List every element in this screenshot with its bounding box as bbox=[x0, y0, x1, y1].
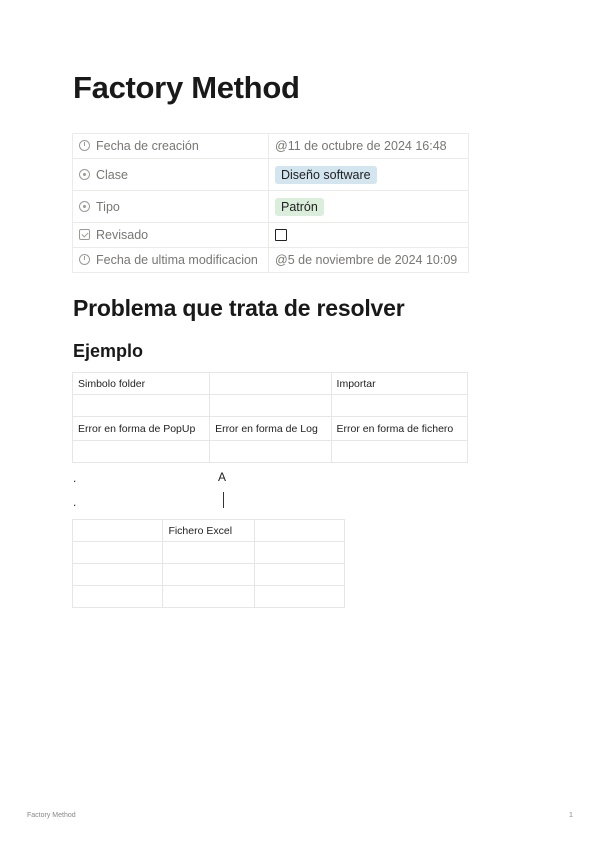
tag-tipo[interactable]: Patrón bbox=[275, 198, 324, 216]
example-table-1 bbox=[72, 372, 468, 463]
tag-clase[interactable]: Diseño software bbox=[275, 166, 377, 184]
table-cell[interactable]: Fichero Excel bbox=[163, 520, 254, 542]
table-row bbox=[73, 564, 345, 586]
table-row bbox=[73, 542, 345, 564]
properties-table bbox=[72, 133, 469, 273]
table-cell[interactable] bbox=[73, 441, 210, 463]
property-key: Fecha de creación bbox=[96, 139, 199, 153]
footer-page-number: 1 bbox=[569, 812, 573, 819]
property-key: Revisado bbox=[96, 228, 149, 242]
table-cell[interactable]: Importar bbox=[331, 373, 467, 395]
table-cell[interactable]: Error en forma de fichero bbox=[331, 417, 467, 441]
revisado-checkbox[interactable] bbox=[275, 229, 287, 241]
table-row bbox=[73, 395, 468, 417]
table-cell[interactable] bbox=[254, 564, 344, 586]
subsection-heading: Ejemplo bbox=[73, 341, 144, 361]
table-row bbox=[73, 441, 468, 463]
table-cell[interactable]: Error en forma de Log bbox=[210, 417, 331, 441]
table-cell[interactable] bbox=[163, 586, 254, 608]
checkbox-icon bbox=[79, 229, 90, 240]
paragraph-dot: . bbox=[73, 471, 77, 485]
table-cell[interactable] bbox=[73, 586, 163, 608]
table-cell[interactable] bbox=[210, 395, 331, 417]
section-heading: Problema que trata de resolver bbox=[73, 295, 405, 321]
paragraph-text[interactable]: A bbox=[218, 470, 227, 484]
example-table-2 bbox=[72, 519, 345, 608]
table-cell[interactable] bbox=[331, 395, 467, 417]
property-row bbox=[73, 248, 469, 273]
table-cell[interactable] bbox=[73, 542, 163, 564]
clock-icon bbox=[79, 254, 90, 265]
table-row bbox=[73, 417, 468, 441]
footer-title: Factory Method bbox=[27, 812, 76, 819]
table-cell[interactable] bbox=[73, 395, 210, 417]
table-cell[interactable] bbox=[73, 564, 163, 586]
table-cell[interactable] bbox=[163, 564, 254, 586]
select-icon bbox=[79, 169, 90, 180]
page-title: Factory Method bbox=[73, 70, 300, 105]
table-cell[interactable] bbox=[73, 520, 163, 542]
table-cell[interactable] bbox=[331, 441, 467, 463]
property-row bbox=[73, 134, 469, 159]
text-cursor bbox=[223, 492, 224, 508]
table-cell[interactable] bbox=[254, 542, 344, 564]
table-cell[interactable] bbox=[163, 542, 254, 564]
table-row bbox=[73, 373, 468, 395]
property-row bbox=[73, 223, 469, 248]
property-value-date[interactable]: @11 de octubre de 2024 16:48 bbox=[275, 139, 447, 153]
property-row bbox=[73, 191, 469, 223]
table-cell[interactable]: Simbolo folder bbox=[73, 373, 210, 395]
table-cell[interactable] bbox=[210, 373, 331, 395]
property-key: Fecha de ultima modificacion bbox=[96, 253, 258, 267]
clock-icon bbox=[79, 140, 90, 151]
property-row bbox=[73, 159, 469, 191]
property-key: Clase bbox=[96, 167, 128, 182]
table-row bbox=[73, 586, 345, 608]
select-icon bbox=[79, 201, 90, 212]
property-value-date[interactable]: @5 de noviembre de 2024 10:09 bbox=[275, 253, 458, 267]
paragraph-dot: . bbox=[73, 495, 77, 509]
table-cell[interactable]: Error en forma de PopUp bbox=[73, 417, 210, 441]
table-row bbox=[73, 520, 345, 542]
property-key: Tipo bbox=[96, 199, 120, 214]
table-cell[interactable] bbox=[254, 586, 344, 608]
table-cell[interactable] bbox=[254, 520, 344, 542]
table-cell[interactable] bbox=[210, 441, 331, 463]
